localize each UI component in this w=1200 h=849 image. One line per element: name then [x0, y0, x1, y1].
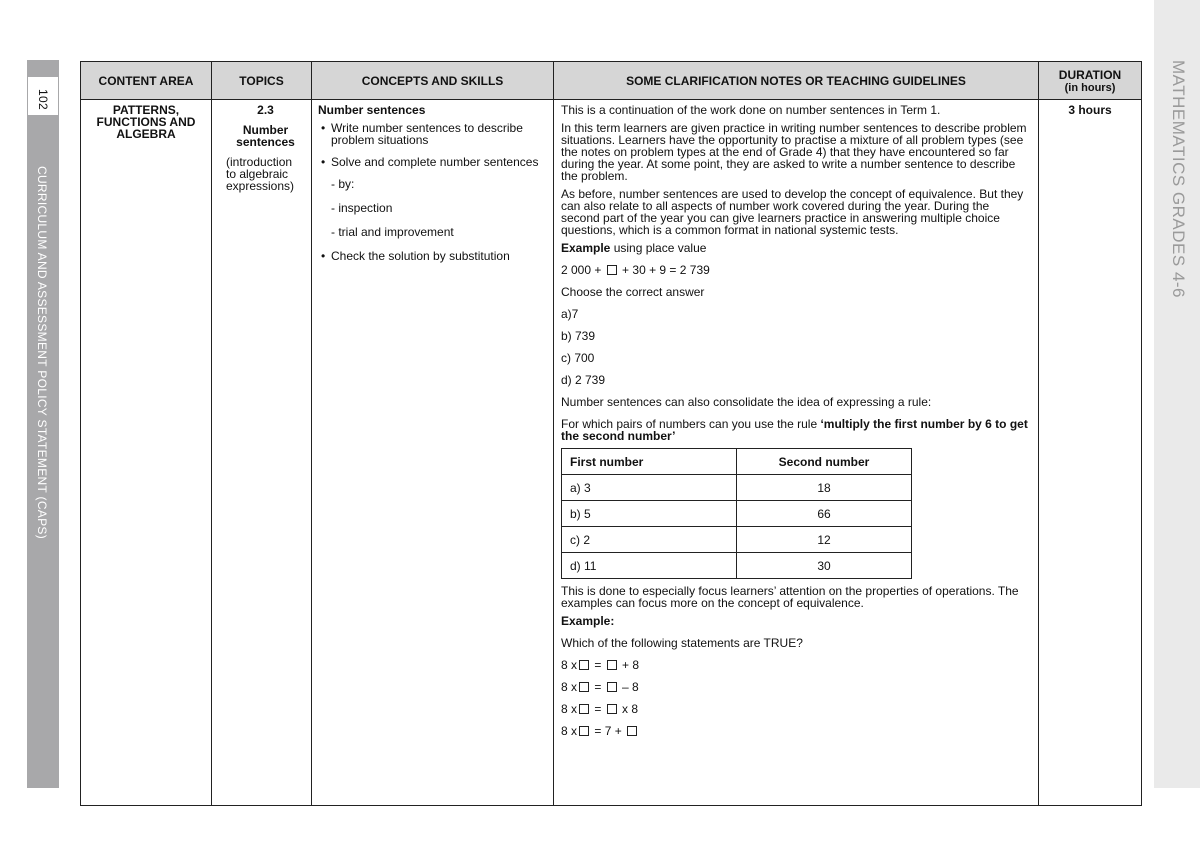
second-number-cell: 30 [737, 553, 912, 579]
statement-mid: = [591, 702, 605, 716]
right-side-title: MATHEMATICS GRADES 4-6 [1169, 60, 1188, 299]
header-content-area: CONTENT AREA [81, 62, 212, 100]
second-number-cell: 12 [737, 527, 912, 553]
blank-box-icon [579, 726, 589, 736]
example-2-label-text: Example: [561, 614, 615, 628]
left-side-title: CURRICULUM AND ASSESSMENT POLICY STATEMENT (CAPS) [35, 166, 49, 539]
notes-paragraph-1: This is a continuation of the work done on number sentences in Term 1. [561, 103, 941, 117]
topic-number: 2.3 [257, 103, 274, 117]
statement-post: – 8 [618, 680, 639, 694]
concepts-cell [312, 100, 554, 806]
header-row [81, 62, 1142, 100]
rule-question [561, 418, 1030, 442]
rule-question-text: For which pairs of numbers can you use the rule [561, 417, 821, 431]
first-number-cell: c) 2 [562, 527, 737, 553]
second-number-header: Second number [737, 449, 912, 475]
blank-box-icon [607, 682, 617, 692]
concepts-list-2 [318, 250, 547, 262]
blank-box-icon [607, 265, 617, 275]
concepts-list [318, 122, 547, 168]
blank-box-icon [579, 660, 589, 670]
statement [561, 659, 1030, 671]
concepts-sub-item: - inspection [331, 201, 393, 215]
answer-option: c) 700 [561, 351, 595, 365]
statement-mid: = [591, 680, 605, 694]
list-item: • Check the solution by substitution [318, 250, 547, 262]
notes-paragraph-2: In this term learners are given practice in writing number sentences to describe problem situations. Learners have the opportunity to practise a mixture of all problem types (see the notes on problem types at the end of Grade 4) that they have encountered so far during the year. At some point, they are asked to write a number sentence to describe the problem. [561, 121, 1027, 183]
place-value-equation [561, 264, 1030, 276]
blank-box-icon [627, 726, 637, 736]
statement-pre: 8 x [561, 702, 578, 716]
list-item: • Solve and complete number sentences [318, 156, 547, 168]
table-row [562, 553, 912, 579]
curriculum-table [80, 61, 1142, 806]
notes-paragraph-3: As before, number sentences are used to develop the concept of equivalence. But they can also relate to all aspects of number work covered during the year. During the second part of the year you can give learners practice in answering multiple choice questions, which is a common format in national systemic tests. [561, 187, 1024, 237]
content-area-cell: PATTERNS, FUNCTIONS AND ALGEBRA [81, 100, 212, 806]
header-notes: SOME CLARIFICATION NOTES OR TEACHING GUIDELINES [554, 62, 1039, 100]
left-side-bar [27, 60, 59, 788]
concepts-sub-item: - trial and improvement [331, 225, 454, 239]
blank-box-icon [607, 660, 617, 670]
page-number: 102 [36, 89, 50, 110]
header-duration-label: DURATION [1058, 67, 1122, 82]
focus-paragraph: This is done to especially focus learners’ attention on the properties of operations. The examples can focus more on the concept of equivalence. [561, 584, 1019, 610]
example-1-heading [561, 242, 1030, 254]
list-item: • Write number sentences to describe problem situations [318, 122, 547, 146]
blank-box-icon [607, 704, 617, 714]
first-number-cell: d) 11 [562, 553, 737, 579]
statement-pre: 8 x [561, 658, 578, 672]
statement-pre: 8 x [561, 680, 578, 694]
blank-box-icon [579, 682, 589, 692]
choose-instruction: Choose the correct answer [561, 285, 705, 299]
table-row [562, 527, 912, 553]
second-number-cell: 18 [737, 475, 912, 501]
equation-left: 2 000 + [561, 263, 605, 277]
notes-cell [554, 100, 1039, 806]
topic-title: Number sentences [236, 123, 295, 149]
rule-question-bold: ‘multiply the first number by 6 to get the second number’ [561, 417, 1028, 443]
concepts-heading: Number sentences [318, 103, 426, 117]
equation-right: + 30 + 9 = 2 739 [618, 263, 710, 277]
statement-mid: = 7 + [591, 724, 626, 738]
statement-mid: = [591, 658, 605, 672]
blank-box-icon [579, 704, 589, 714]
answer-option: b) 739 [561, 329, 596, 343]
first-number-header: First number [562, 449, 737, 475]
answer-option: a)7 [561, 307, 579, 321]
rule-intro: Number sentences can also consolidate the idea of expressing a rule: [561, 395, 932, 409]
statement [561, 681, 1030, 693]
first-number-cell: b) 5 [562, 501, 737, 527]
table-row [562, 475, 912, 501]
header-topics: TOPICS [212, 62, 312, 100]
statement-pre: 8 x [561, 724, 578, 738]
header-duration-sub: (in hours) [1064, 81, 1116, 94]
second-number-cell: 66 [737, 501, 912, 527]
statement [561, 703, 1030, 715]
topics-cell [212, 100, 312, 806]
first-number-cell: a) 3 [562, 475, 737, 501]
answer-option: d) 2 739 [561, 373, 606, 387]
number-pairs-table [561, 448, 912, 579]
statement [561, 725, 1030, 737]
statement-post: x 8 [618, 702, 639, 716]
statement-post: + 8 [618, 658, 640, 672]
which-question: Which of the following statements are TRUE? [561, 636, 803, 650]
example-1-rest: using place value [610, 241, 707, 255]
table-row [562, 501, 912, 527]
right-side-bar [1154, 0, 1200, 788]
header-duration [1039, 62, 1142, 100]
example-1-label: Example [561, 241, 611, 255]
concepts-sub-item: - by: [331, 177, 355, 191]
duration-cell: 3 hours [1039, 100, 1142, 806]
header-concepts: CONCEPTS AND SKILLS [312, 62, 554, 100]
number-pairs-header [562, 449, 912, 475]
table-row [81, 100, 1142, 806]
example-2-label [561, 615, 1030, 627]
page-number-box [27, 76, 59, 116]
topic-note: (introduction to algebraic expressions) [226, 155, 295, 193]
